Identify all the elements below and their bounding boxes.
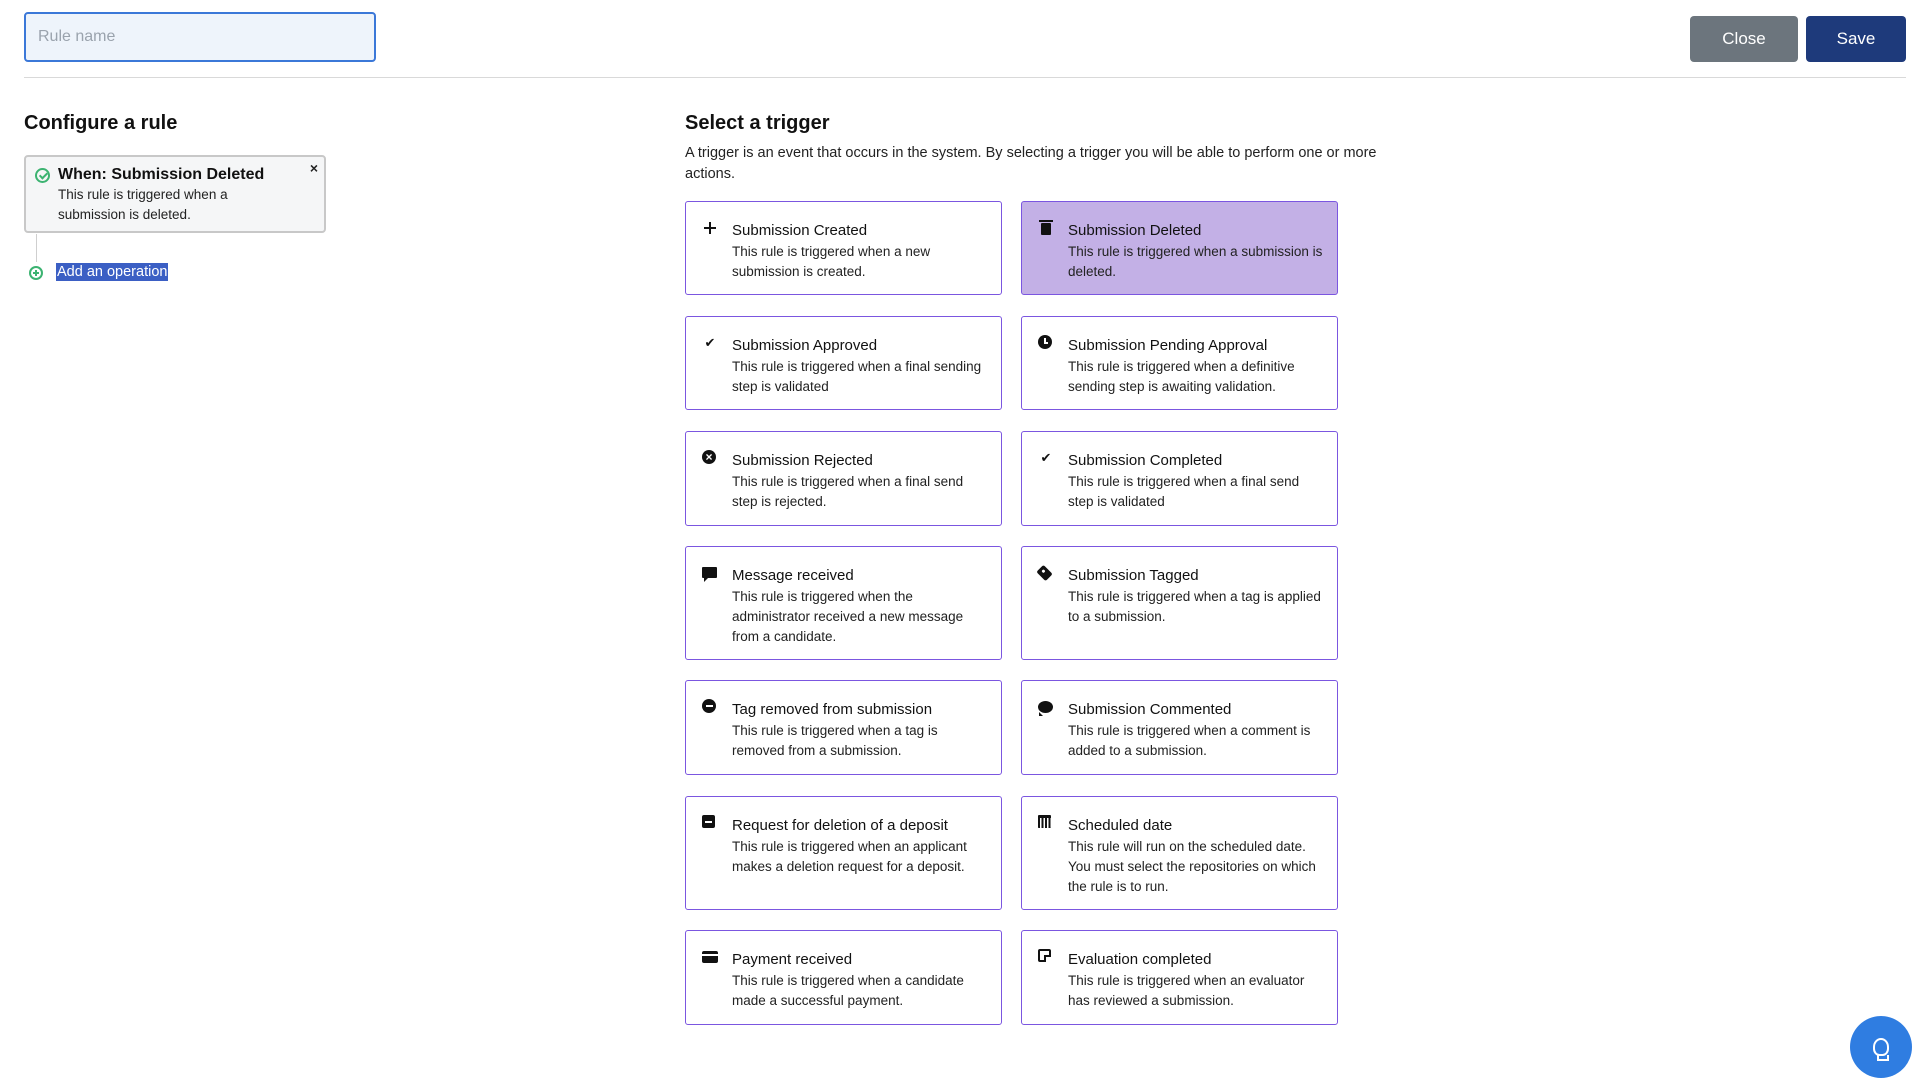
trigger-title: Submission Created — [732, 222, 868, 239]
trigger-description: This rule is triggered when a definitive sending step is awaiting validation. — [1068, 359, 1295, 394]
trigger-card-submission-tagged[interactable] — [1021, 546, 1338, 660]
trigger-title: Scheduled date — [1068, 817, 1173, 834]
trigger-description: This rule is triggered when a candidate made a successful payment. — [732, 973, 964, 1008]
selected-trigger-title: When: Submission Deleted — [58, 166, 265, 183]
message-icon — [702, 567, 717, 578]
trigger-title: Payment received — [732, 951, 853, 968]
tag-icon — [1036, 565, 1052, 581]
minus-square-icon — [702, 815, 715, 828]
select-trigger-description: A trigger is an event that occurs in the system. By selecting a trigger you will be able to perform one or more actions. — [685, 145, 1377, 182]
trigger-description: This rule will run on the scheduled date. You must select the repositories on which the rule is to run. — [1068, 839, 1316, 894]
trigger-title: Request for deletion of a deposit — [732, 817, 948, 834]
trigger-card-submission-approved[interactable] — [685, 316, 1002, 410]
selected-trigger-description: This rule is triggered when a submission is deleted. — [58, 187, 228, 222]
trigger-card-message-received[interactable] — [685, 546, 1002, 660]
trigger-title: Submission Rejected — [732, 452, 873, 469]
clock-icon — [1038, 335, 1052, 349]
minus-circle-icon — [702, 699, 716, 713]
trigger-title: Submission Deleted — [1068, 222, 1202, 239]
trigger-card-submission-rejected[interactable] — [685, 431, 1002, 526]
lightbulb-icon — [1873, 1038, 1889, 1056]
remove-trigger-close-icon[interactable]: × — [309, 160, 318, 176]
trigger-card-submission-deleted[interactable] — [1021, 201, 1338, 295]
trigger-card-submission-commented[interactable] — [1021, 680, 1338, 775]
trigger-description: This rule is triggered when a final sending step is validated — [732, 359, 982, 394]
add-operation-link[interactable]: Add an operation — [57, 264, 168, 280]
plus-icon — [702, 220, 718, 236]
trigger-description: This rule is triggered when the administrator received a new message from a candidate. — [732, 589, 964, 644]
double-check-icon: ✔ — [1040, 450, 1052, 465]
trigger-card-payment-received[interactable] — [685, 930, 1002, 1025]
trigger-title: Submission Pending Approval — [1068, 337, 1268, 354]
double-check-icon: ✔ — [704, 335, 716, 350]
check-circle-icon — [35, 168, 50, 183]
trigger-card-tag-removed[interactable] — [685, 680, 1002, 775]
trigger-card-deletion-request[interactable] — [685, 796, 1002, 910]
close-circle-icon — [702, 450, 716, 464]
header-divider — [24, 77, 1906, 78]
trigger-card-evaluation-completed[interactable] — [1021, 930, 1338, 1025]
trash-icon — [1041, 223, 1051, 235]
trigger-description: This rule is triggered when a tag is removed from a submission. — [732, 723, 938, 758]
trigger-card-scheduled-date[interactable] — [1021, 796, 1338, 910]
calendar-icon — [1038, 815, 1051, 828]
add-operation-plus-icon[interactable] — [29, 266, 43, 280]
rule-name-input[interactable] — [24, 12, 376, 62]
trigger-description: This rule is triggered when a new submission is created. — [732, 244, 931, 279]
trigger-title: Tag removed from submission — [732, 701, 933, 718]
sticky-note-icon — [1038, 949, 1051, 962]
trigger-description: This rule is triggered when a submission is deleted. — [1068, 244, 1323, 279]
comment-icon — [1038, 701, 1053, 713]
trigger-card-submission-pending-approval[interactable] — [1021, 316, 1338, 410]
trigger-title: Submission Completed — [1068, 452, 1223, 469]
trigger-description: This rule is triggered when an applicant makes a deletion request for a deposit. — [732, 839, 967, 874]
rule-connector-line — [36, 234, 37, 262]
save-button[interactable]: Save — [1806, 16, 1906, 62]
trigger-title: Submission Commented — [1068, 701, 1232, 718]
credit-card-icon — [702, 951, 718, 963]
close-button[interactable]: Close — [1690, 16, 1798, 62]
trigger-title: Message received — [732, 567, 854, 584]
trigger-card-submission-completed[interactable] — [1021, 431, 1338, 526]
configure-rule-title: Configure a rule — [24, 112, 178, 134]
select-trigger-title: Select a trigger — [685, 112, 830, 134]
trigger-title: Submission Tagged — [1068, 567, 1199, 584]
trigger-description: This rule is triggered when a tag is applied to a submission. — [1068, 589, 1321, 624]
trigger-description: This rule is triggered when a comment is added to a submission. — [1068, 723, 1311, 758]
help-button[interactable] — [1850, 1016, 1912, 1078]
trigger-description: This rule is triggered when a final send step is rejected. — [732, 474, 964, 509]
trigger-description: This rule is triggered when an evaluator has reviewed a submission. — [1068, 973, 1305, 1008]
selected-trigger-card[interactable] — [24, 155, 326, 233]
trigger-card-submission-created[interactable] — [685, 201, 1002, 295]
trigger-title: Submission Approved — [732, 337, 878, 354]
trigger-title: Evaluation completed — [1068, 951, 1212, 968]
trigger-description: This rule is triggered when a final send step is validated — [1068, 474, 1300, 509]
